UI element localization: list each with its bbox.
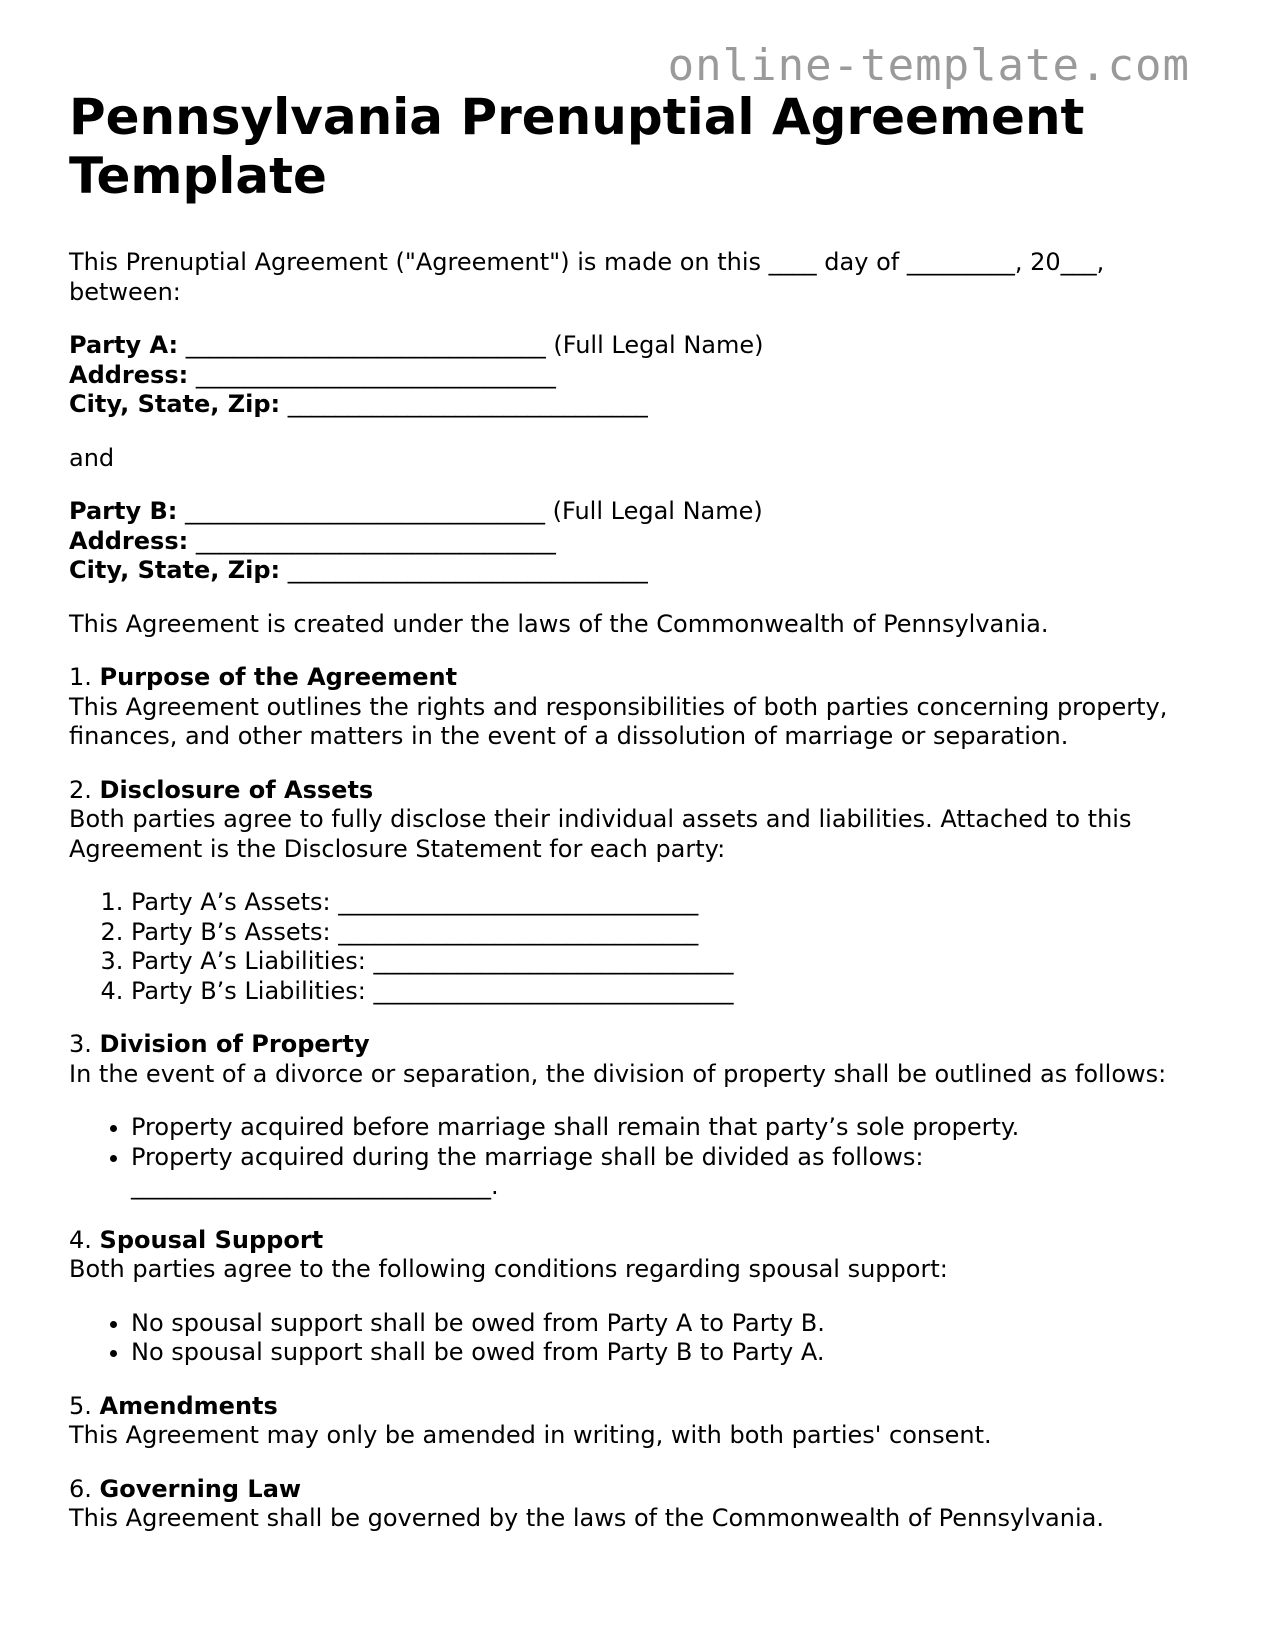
laws-statement: This Agreement is created under the laws of the Commonwealth of Pennsylvania.: [69, 609, 1049, 638]
list-item: 1. Party A’s Assets: ______________________________: [131, 888, 1219, 918]
section-number: 5.: [69, 1391, 100, 1420]
party-b-address-value: ______________________________: [188, 526, 556, 555]
list-item: 2. Party B’s Assets: ______________________________: [131, 918, 1219, 948]
document-page: [69, 88, 1219, 1534]
support-list: [69, 1309, 1219, 1368]
section-title: Amendments: [99, 1391, 278, 1420]
section-body: In the event of a divorce or separation, the division of property shall be outlined as follows:: [69, 1059, 1167, 1088]
section-title: Purpose of the Agreement: [99, 663, 458, 691]
party-a-block: [69, 331, 1219, 420]
section-body: Both parties agree to the following conditions regarding spousal support:: [69, 1255, 948, 1283]
document-title: Pennsylvania Prenuptial Agreement Template: [69, 88, 1085, 205]
party-b-name-value: ______________________________ (Full Legal Name): [177, 497, 763, 525]
section-heading: [69, 1030, 1219, 1060]
list-item: • Property acquired during the marriage shall be divided as follows: ______________________________.: [131, 1143, 1219, 1202]
list-item: 3. Party A’s Liabilities: ______________________________: [131, 947, 1219, 977]
party-a-name-line: [69, 331, 1219, 361]
watermark: online-template.com: [667, 40, 1190, 91]
list-item: • No spousal support shall be owed from Party B to Party A.: [131, 1338, 1219, 1368]
party-a-address-label: Address:: [69, 360, 189, 389]
party-a-name-label: Party A:: [69, 331, 179, 359]
party-a-city-value: ______________________________: [280, 390, 648, 418]
section-heading: [69, 776, 1219, 806]
section-body: This Agreement shall be governed by the laws of the Commonwealth of Pennsylvania.: [69, 1504, 1104, 1532]
section-heading: [69, 663, 1219, 693]
party-a-name-value: ______________________________ (Full Legal Name): [178, 331, 764, 359]
party-a-city-line: [69, 390, 1219, 420]
section-heading: [69, 1226, 1219, 1256]
intro-paragraph: This Prenuptial Agreement ("Agreement") is made on this ____ day of _________, 20___, between:: [69, 248, 1105, 306]
party-b-city-line: [69, 556, 1219, 586]
section-number: 3.: [69, 1030, 100, 1058]
list-item: • Property acquired before marriage shall remain that party’s sole property.: [131, 1113, 1219, 1143]
party-b-address-line: [69, 527, 1219, 557]
division-list: [69, 1113, 1219, 1202]
disclosure-list: [69, 888, 1219, 1006]
section-body: Both parties agree to fully disclose their individual assets and liabilities. Attached to this Agreement is the Disclosure Statement for each party:: [69, 805, 1132, 863]
section-number: 1.: [69, 663, 100, 691]
section-title: Spousal Support: [99, 1225, 324, 1254]
list-item: 4. Party B’s Liabilities: ______________________________: [131, 977, 1219, 1007]
section-purpose: [69, 663, 1219, 752]
section-governing-law: [69, 1475, 1219, 1534]
party-b-city-value: ______________________________: [280, 556, 648, 584]
section-title: Division of Property: [99, 1030, 370, 1058]
party-b-city-label: City, State, Zip:: [69, 556, 281, 584]
party-a-address-line: [69, 361, 1219, 391]
party-a-address-value: ______________________________: [188, 360, 556, 389]
party-b-address-label: Address:: [69, 526, 189, 555]
section-number: 6.: [69, 1474, 100, 1503]
section-amendments: [69, 1392, 1219, 1451]
party-a-city-label: City, State, Zip:: [69, 390, 281, 418]
party-b-name-label: Party B:: [69, 497, 178, 525]
section-heading: [69, 1475, 1219, 1505]
section-body: This Agreement may only be amended in writing, with both parties' consent.: [69, 1421, 992, 1449]
section-heading: [69, 1392, 1219, 1422]
and-text: and: [69, 443, 115, 472]
section-body: This Agreement outlines the rights and responsibilities of both parties concerning property, finances, and other matters in the event of a dissolution of marriage or separation.: [69, 692, 1168, 750]
section-title: Governing Law: [99, 1474, 302, 1503]
section-number: 2.: [69, 775, 100, 804]
section-title: Disclosure of Assets: [99, 775, 374, 804]
section-division: [69, 1030, 1219, 1202]
section-number: 4.: [69, 1225, 100, 1254]
party-b-block: [69, 497, 1219, 586]
section-spousal-support: [69, 1226, 1219, 1368]
party-b-name-line: [69, 497, 1219, 527]
section-disclosure: [69, 776, 1219, 1007]
list-item: • No spousal support shall be owed from Party A to Party B.: [131, 1309, 1219, 1339]
